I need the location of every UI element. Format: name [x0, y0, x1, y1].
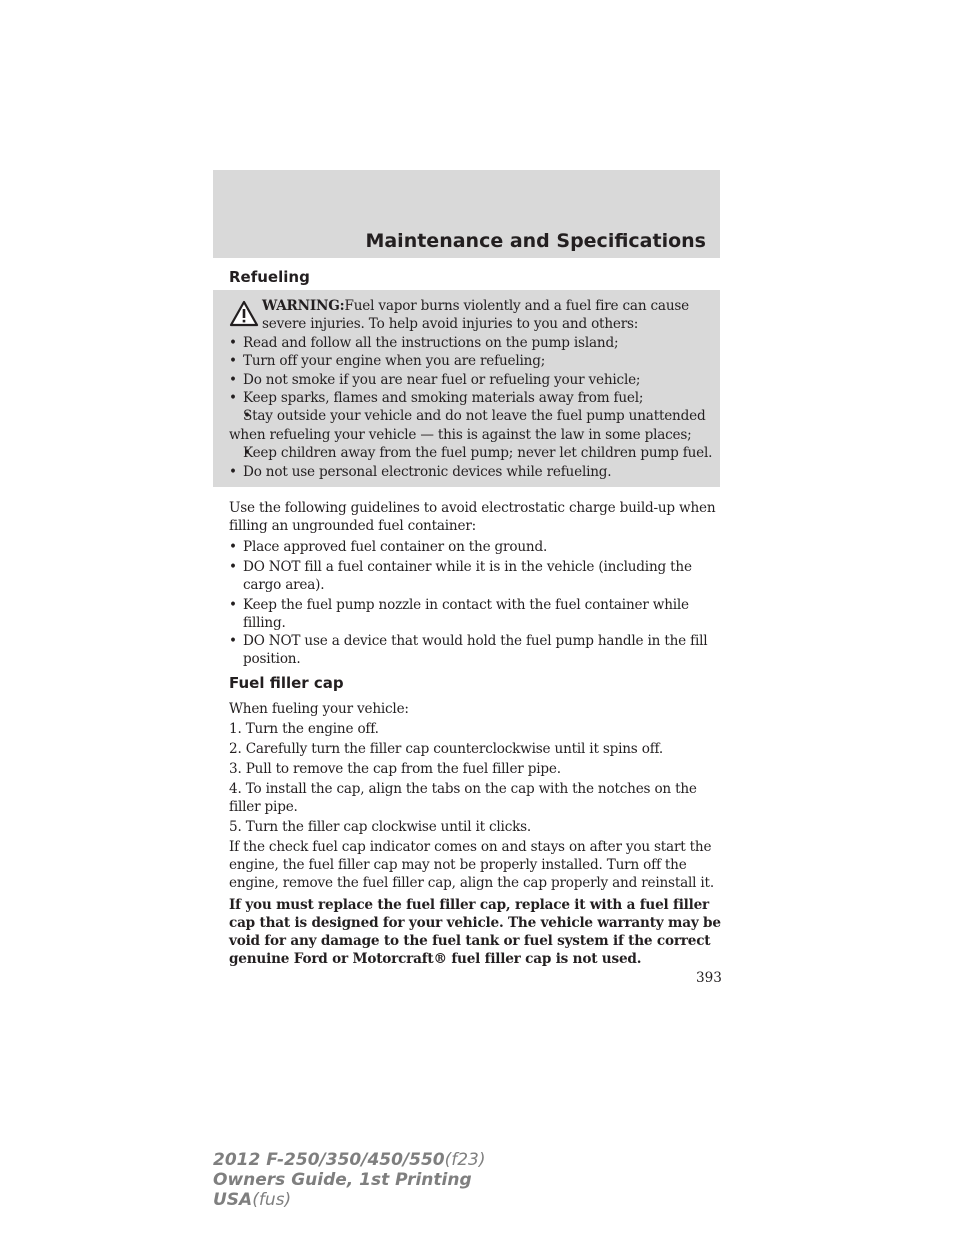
replace-cap-paragraph: If you must replace the fuel filler cap, replace it with a fuel filler cap that is designed for your vehicle. The vehicle warranty may be void for any damage to the fuel tank or fuel system if the correct genuine Ford or Motorcraft® fuel filler cap is not used. — [229, 897, 721, 967]
warning-item: • Turn off your engine when you are refueling; — [229, 352, 719, 370]
guideline-item — [229, 632, 721, 668]
header-band — [213, 170, 720, 258]
warning-item: • Do not use personal electronic devices while refueling. — [229, 463, 719, 481]
filler-cap-intro: When fueling your vehicle: — [229, 701, 409, 717]
section-title-refueling: Refueling — [229, 268, 310, 286]
bullet: • — [229, 559, 237, 575]
warning-item: • Keep children away from the fuel pump; never let children pump fuel. — [229, 444, 719, 462]
footer-guide: Owners Guide, 1st Printing — [213, 1170, 472, 1190]
guideline-item — [229, 538, 721, 556]
filler-cap-step: 4. To install the cap, align the tabs on the cap with the notches on the filler pipe. — [229, 781, 697, 815]
header-title: Maintenance and Specifications — [365, 230, 706, 252]
warning-box — [213, 290, 720, 487]
footer-model-code: (f23) — [444, 1150, 486, 1170]
guideline-text: DO NOT use a device that would hold the fuel pump handle in the fill position. — [243, 633, 708, 667]
bullet: • — [229, 539, 237, 555]
guideline-text: Keep the fuel pump nozzle in contact with the fuel container while filling. — [243, 597, 689, 631]
footer — [213, 1150, 486, 1210]
footer-market: USA — [213, 1190, 253, 1210]
page-number: 393 — [696, 970, 722, 986]
guideline-item — [229, 596, 721, 632]
bullet: • — [229, 597, 237, 613]
footer-market-code: (fus) — [252, 1190, 292, 1210]
guideline-item — [229, 558, 721, 594]
footer-model: 2012 F-250/350/450/550 — [213, 1150, 445, 1170]
warning-label: WARNING: — [262, 298, 345, 314]
indicator-paragraph: If the check fuel cap indicator comes on and stays on after you start the engine, the fuel filler cap may not be properly installed. Turn off the engine, remove the fuel filler cap, align the cap properly and reinstall it. — [229, 839, 714, 891]
guideline-text: Place approved fuel container on the ground. — [243, 539, 548, 555]
warning-item: • Stay outside your vehicle and do not leave the fuel pump unattended when refueling your vehicle — this is against the law in some places; — [229, 407, 719, 444]
warning-item: • Keep sparks, flames and smoking materials away from fuel; — [229, 389, 719, 407]
filler-cap-step: 1. Turn the engine off. — [229, 721, 379, 737]
warning-item: • Do not smoke if you are near fuel or refueling your vehicle; — [229, 371, 719, 389]
filler-cap-step: 3. Pull to remove the cap from the fuel filler pipe. — [229, 761, 561, 777]
guideline-text: DO NOT fill a fuel container while it is in the vehicle (including the cargo area). — [243, 559, 692, 593]
filler-cap-step: 2. Carefully turn the filler cap counterclockwise until it spins off. — [229, 741, 663, 757]
bullet: • — [229, 633, 237, 649]
warning-item: • Read and follow all the instructions on the pump island; — [229, 334, 719, 352]
warning-intro: Fuel vapor burns violently and a fuel fire can cause severe injuries. To help avoid injuries to you and others: — [262, 298, 689, 333]
guidelines-intro: Use the following guidelines to avoid electrostatic charge build-up when filling an ungrounded fuel container: — [229, 500, 716, 534]
filler-cap-step: 5. Turn the filler cap clockwise until it clicks. — [229, 819, 532, 835]
warning-text — [229, 297, 719, 481]
section-title-fuel-filler-cap: Fuel filler cap — [229, 674, 344, 692]
